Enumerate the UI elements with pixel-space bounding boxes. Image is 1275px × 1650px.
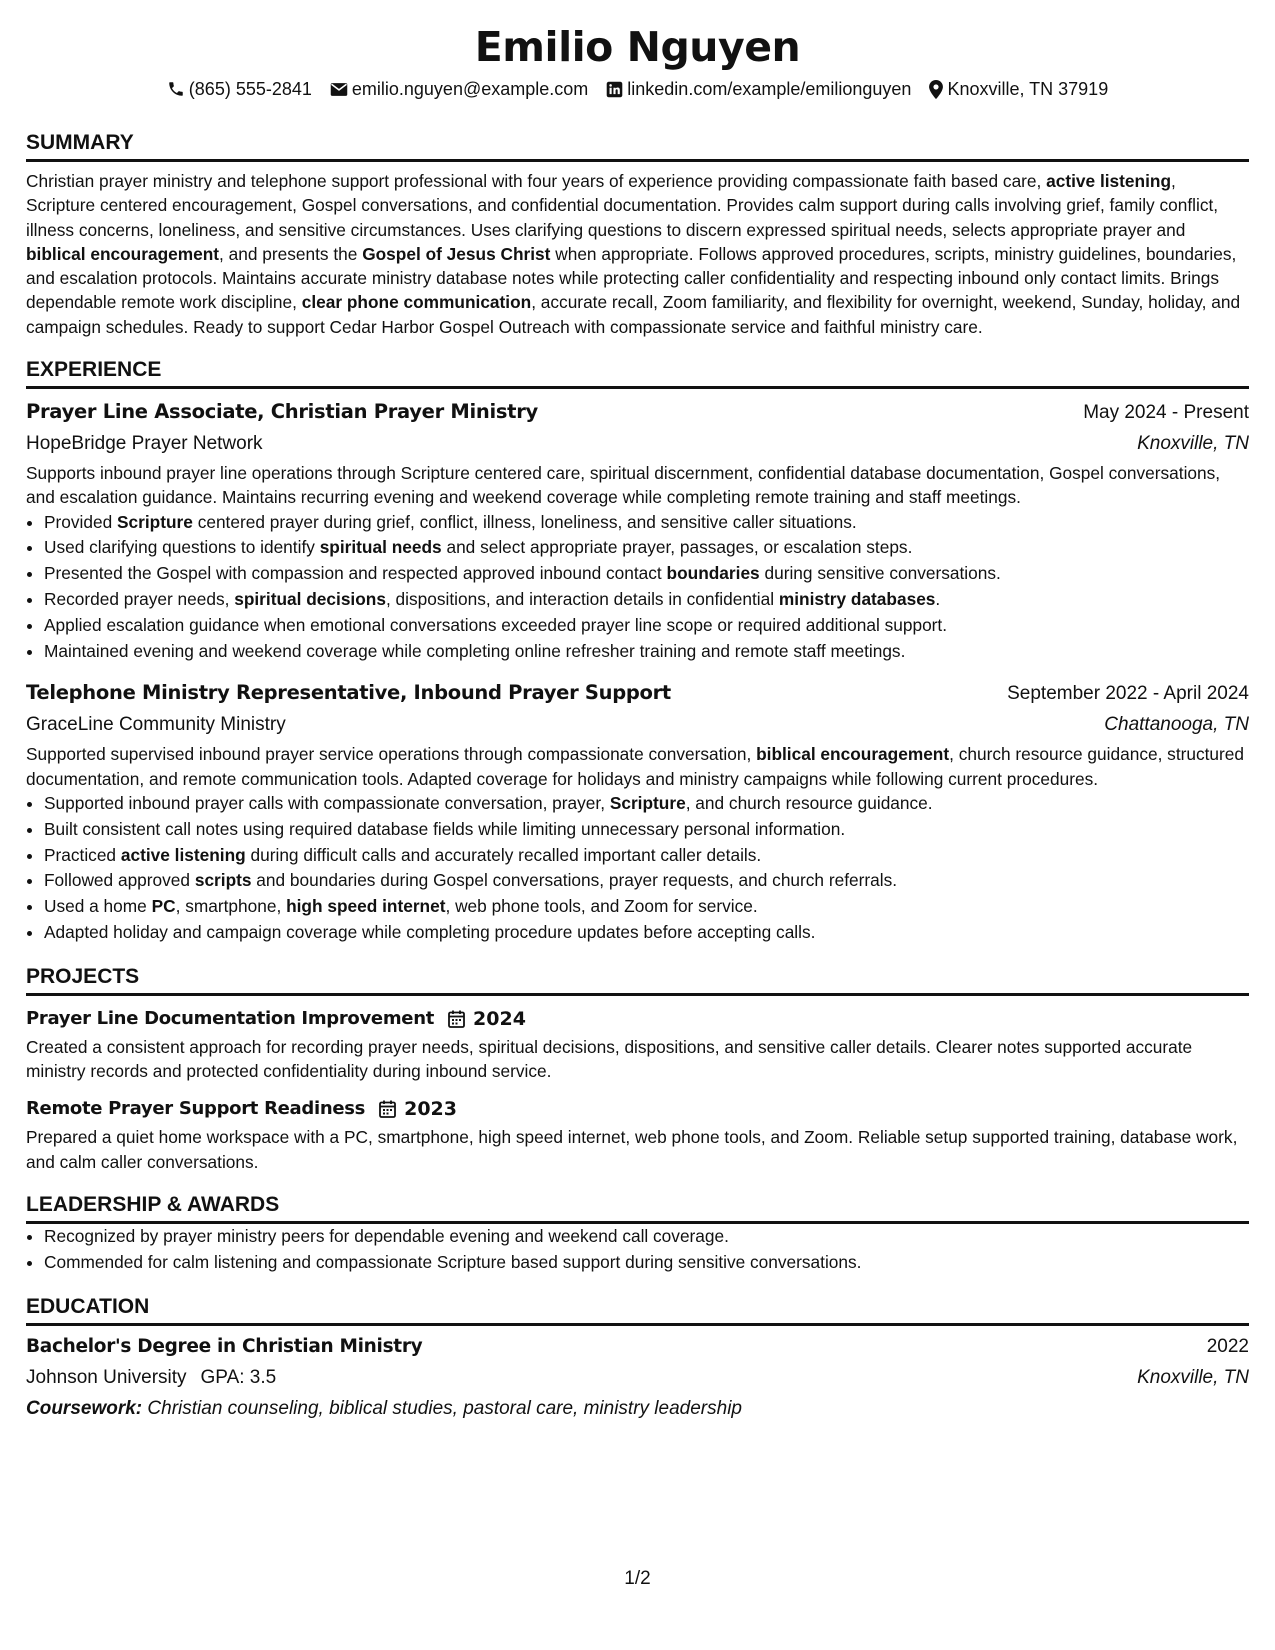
bullet-item bbox=[44, 791, 1249, 817]
text-run: when appropriate. Follows approved procedures, scripts, ministry guidelines, boundaries, and escalation protocols. Maintains accurate ministry database notes while protecting caller confidentiality and respecting inbound only contact limits. Brings dependable remote work discipline, bbox=[26, 243, 1237, 313]
emphasis-text: ministry databases bbox=[778, 589, 936, 610]
education-heading: EDUCATION bbox=[26, 1294, 1249, 1326]
bullet-item bbox=[44, 817, 1249, 843]
leadership-list bbox=[26, 1224, 1249, 1276]
job-bullets bbox=[26, 510, 1249, 665]
job-bullets bbox=[26, 791, 1249, 946]
calendar-icon bbox=[373, 1100, 396, 1118]
emphasis-text: active listening bbox=[120, 844, 246, 865]
project-year: 2023 bbox=[404, 1098, 457, 1121]
projects-heading: PROJECTS bbox=[26, 964, 1249, 996]
summary-heading: SUMMARY bbox=[26, 130, 1249, 162]
coursework-text: Christian counseling, biblical studies, pastoral care, ministry leadership bbox=[147, 1397, 742, 1419]
text-run: centered prayer during grief, conflict, illness, loneliness, and sensitive caller situations. bbox=[192, 511, 857, 532]
bullet-item bbox=[44, 613, 1249, 639]
contact-bar bbox=[26, 76, 1249, 102]
project-entry bbox=[26, 1095, 1249, 1174]
emphasis-text: biblical encouragement bbox=[26, 243, 220, 264]
job-title: Prayer Line Associate, Christian Prayer Ministry bbox=[26, 400, 538, 424]
project-title: Prayer Line Documentation Improvement bbox=[26, 1007, 435, 1029]
job-location: Chattanooga, TN bbox=[1104, 714, 1249, 736]
school-location: Knoxville, TN bbox=[1137, 1366, 1249, 1388]
phone-text: (865) 555-2841 bbox=[188, 79, 312, 99]
emphasis-text: Gospel of Jesus Christ bbox=[362, 243, 551, 264]
text-run: Maintained evening and weekend coverage while completing online refresher training and remote staff meetings. bbox=[44, 640, 906, 661]
job-dates: May 2024 - Present bbox=[1083, 402, 1249, 424]
text-run: Presented the Gospel with compassion and respected approved inbound contact bbox=[44, 563, 667, 584]
resume-page bbox=[26, 22, 1249, 1424]
emphasis-text: spiritual needs bbox=[319, 537, 442, 558]
linkedin-text: linkedin.com/example/emilionguyen bbox=[627, 79, 912, 99]
project-year: 2024 bbox=[473, 1007, 526, 1030]
bullet-item bbox=[44, 639, 1249, 665]
text-run: Christian prayer ministry and telephone support professional with four years of experience providing compassionate faith based care, bbox=[26, 171, 1047, 191]
text-run: , accurate recall, Zoom familiarity, and flexibility for overnight, weekend, Sunday, holiday, and campaign schedules. Ready to support Cedar Harbor Gospel Outreach with compassionate service and faithful ministry care. bbox=[26, 292, 1241, 337]
bullet-item bbox=[44, 868, 1249, 894]
project-title: Remote Prayer Support Readiness bbox=[26, 1098, 366, 1120]
candidate-name: Emilio Nguyen bbox=[474, 23, 801, 71]
bullet-item bbox=[44, 920, 1249, 946]
contact-email[interactable] bbox=[330, 76, 588, 102]
emphasis-text: Scripture bbox=[117, 511, 193, 532]
degree-title: Bachelor's Degree in Christian Ministry bbox=[26, 1335, 423, 1357]
contact-location bbox=[929, 76, 1108, 102]
school-name: Johnson University bbox=[26, 1366, 187, 1388]
emphasis-text: spiritual decisions bbox=[234, 589, 386, 610]
degree-year: 2022 bbox=[1206, 1335, 1249, 1357]
email-text: emilio.nguyen@example.com bbox=[351, 79, 589, 99]
coursework bbox=[26, 1394, 1249, 1424]
project-description: Prepared a quiet home workspace with a PC, smartphone, high speed internet, web phone tools, and Zoom. Reliable setup supported training, database work, and calm caller conversations. bbox=[26, 1127, 1238, 1172]
text-run: Provided bbox=[44, 511, 118, 532]
gpa: GPA: 3.5 bbox=[200, 1366, 277, 1388]
school-line bbox=[26, 1364, 276, 1392]
job-entry bbox=[26, 397, 1249, 664]
text-run: , and church resource guidance. bbox=[685, 793, 933, 814]
text-run: during sensitive conversations. bbox=[759, 563, 1001, 584]
job-title: Telephone Ministry Representative, Inbound Prayer Support bbox=[26, 681, 671, 705]
emphasis-text: high speed internet bbox=[286, 896, 446, 917]
job-entry bbox=[26, 678, 1249, 945]
bullet-item bbox=[44, 843, 1249, 869]
page-number: 1/2 bbox=[624, 1568, 651, 1589]
text-run: Applied escalation guidance when emotional conversations exceeded prayer line scope or required additional support. bbox=[44, 614, 948, 635]
text-run: Supported supervised inbound prayer service operations through compassionate conversation, bbox=[26, 744, 757, 765]
list-item: • Recognized by prayer ministry peers for dependable evening and weekend call coverage. bbox=[44, 1224, 1249, 1250]
location-text: Knoxville, TN 37919 bbox=[947, 79, 1109, 99]
text-run: Recorded prayer needs, bbox=[44, 589, 235, 610]
text-run: , dispositions, and interaction details in confidential bbox=[385, 589, 779, 610]
text-run: , and presents the bbox=[219, 243, 363, 264]
emphasis-text: Scripture bbox=[609, 793, 686, 814]
phone-icon bbox=[167, 80, 185, 98]
job-description bbox=[26, 742, 1249, 791]
emphasis-text: biblical encouragement bbox=[756, 744, 950, 765]
contact-linkedin[interactable] bbox=[606, 76, 911, 102]
emphasis-text: scripts bbox=[194, 870, 252, 891]
emphasis-text: clear phone communication bbox=[301, 292, 532, 313]
envelope-icon bbox=[330, 82, 348, 97]
summary-text bbox=[26, 169, 1249, 339]
bullet-item bbox=[44, 561, 1249, 587]
text-run: Practiced bbox=[44, 844, 121, 865]
bullet-item bbox=[44, 894, 1249, 920]
project-description: Created a consistent approach for recording prayer needs, spiritual decisions, dispositions, and sensitive caller details. Clearer notes supported accurate ministry records and protected confidentiality during inbound service. bbox=[26, 1036, 1193, 1082]
bullet-item bbox=[44, 587, 1249, 613]
linkedin-icon bbox=[606, 81, 623, 98]
project-entry bbox=[26, 1005, 1249, 1084]
bullet-item bbox=[44, 510, 1249, 536]
text-run: Used clarifying questions to identify bbox=[44, 537, 320, 558]
calendar-icon bbox=[442, 1010, 465, 1028]
text-run: Followed approved bbox=[44, 870, 195, 891]
text-run: Adapted holiday and campaign coverage while completing procedure updates before accepting calls. bbox=[44, 922, 816, 943]
text-run: , Scripture centered encouragement, Gospel conversations, and confidential documentation. Provides calm support during calls involving grief, family conflict, illness concerns, loneliness, and sensitive circumstances. Uses clarifying questions to discern expressed spiritual needs, selects appropriate prayer and bbox=[26, 171, 1219, 240]
job-organization: HopeBridge Prayer Network bbox=[26, 433, 263, 455]
text-run: during difficult calls and accurately recalled important caller details. bbox=[245, 844, 762, 865]
contact-phone bbox=[167, 76, 312, 102]
emphasis-text: active listening bbox=[1046, 171, 1172, 191]
text-run: and select appropriate prayer, passages, or escalation steps. bbox=[441, 537, 913, 558]
emphasis-text: boundaries bbox=[666, 563, 760, 584]
map-pin-icon bbox=[929, 80, 943, 99]
leadership-heading: LEADERSHIP & AWARDS bbox=[26, 1192, 1249, 1224]
text-run: . bbox=[935, 589, 941, 610]
emphasis-text: PC bbox=[151, 896, 176, 917]
job-dates: September 2022 - April 2024 bbox=[1007, 683, 1249, 705]
job-location: Knoxville, TN bbox=[1137, 433, 1249, 455]
bullet-item bbox=[44, 535, 1249, 561]
education-entry bbox=[26, 1332, 1249, 1424]
text-run: , smartphone, bbox=[175, 896, 287, 917]
text-run: Used a home bbox=[44, 896, 152, 917]
coursework-label: Coursework: bbox=[26, 1397, 143, 1419]
text-run: Supported inbound prayer calls with compassionate conversation, prayer, bbox=[44, 793, 610, 814]
text-run: , web phone tools, and Zoom for service. bbox=[445, 896, 758, 917]
experience-heading: EXPERIENCE bbox=[26, 357, 1249, 389]
list-item: • Commended for calm listening and compassionate Scripture based support during sensitive conversations. bbox=[44, 1250, 1249, 1276]
text-run: , church resource guidance, structured documentation, and remote communication tools. Adapted coverage for holidays and ministry campaigns while following current procedures. bbox=[26, 744, 1245, 789]
text-run: and boundaries during Gospel conversations, prayer requests, and church referrals. bbox=[251, 870, 898, 891]
job-organization: GraceLine Community Ministry bbox=[26, 714, 286, 736]
job-description: Supports inbound prayer line operations through Scripture centered care, spiritual discernment, confidential database documentation, Gospel conversations, and escalation guidance. Maintains recurring evening and weekend coverage while completing remote training and staff meetings. bbox=[26, 463, 1221, 508]
text-run: Built consistent call notes using required database fields while limiting unnecessary personal information. bbox=[44, 818, 846, 839]
